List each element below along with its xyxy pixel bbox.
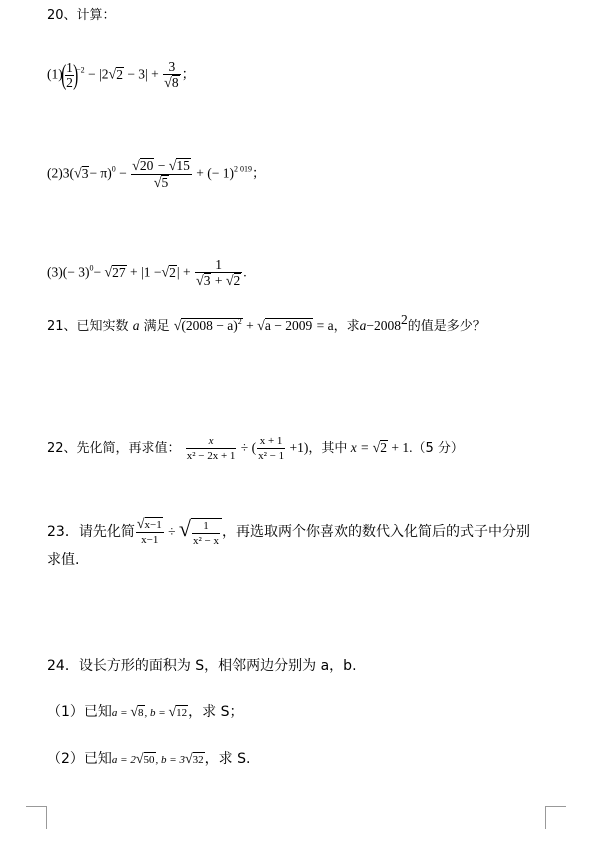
fraction-x-plus-1: $\frac{x + 1}{\text{x² − 1}}$ xyxy=(258,435,285,462)
q23-line2: 求值. xyxy=(47,552,80,568)
fraction-sqrt-x-1: $\frac{√x-1}{x-1}$ xyxy=(136,517,162,546)
fraction-x: $\frac{x}{\text{x² − 2x + 1}}$ xyxy=(186,435,236,462)
q24-part2: （2）已知a = 2√50, b = 3√32，求 S. xyxy=(47,751,251,767)
page-corner-mark-right xyxy=(545,806,566,829)
q22-question: 22、先化简，再求值： $\frac{x}{\text{x² − 2x + 1}}$ ÷ ( $\frac{x + 1}{\text{x² − 1}}$ +1)，其中 x = √2 + 1.（5 分） xyxy=(47,435,464,462)
q20-part1: (1)( $\frac{1}{2}$ )$^{-2}$ − |2√2 − 3| + $\frac{3}{√8}$ ； xyxy=(47,59,196,91)
q21-question: 21、已知实数 a 满足 $√(2008 - a)^2 + √a - 2009 = a$，求$a-2008^2$的值是多少？ xyxy=(47,312,486,334)
q24-part1: （1）已知a = √8, b = √12，求 S； xyxy=(47,704,244,720)
q20-title: 20、计算： xyxy=(47,8,116,23)
fraction-half: $\frac{1}{2}$ xyxy=(66,60,73,90)
q24-title: 24．设长方形的面积为 S，相邻两边分别为 a，b. xyxy=(47,658,357,674)
fraction-1-over-sum: $\frac{1}{√3 + √2}$ xyxy=(196,257,241,289)
page-corner-mark-left xyxy=(26,806,47,829)
q20-part3: $(3)(- 3)^0- √27 + |1 -√2|$ + $\frac{1}{√3 + √2}$ . xyxy=(47,257,247,289)
q23-question: 23．请先化简 $\frac{√x-1}{x-1}$ ÷ √ $\frac{1}{\text{x² − x}}$ ，再选取两个你喜欢的数代入化简后的式子中分别 xyxy=(47,516,530,547)
fraction-roots: $\frac{√20 - √15}{√5}$ xyxy=(132,158,190,191)
fraction-3-over-root8: $\frac{3}{√8}$ xyxy=(164,59,179,91)
q20-part2: $(2)3(√3- \pi)^0$ − $\frac{√20 - √15}{√5}$ + (− 1)$^{2 019}$； xyxy=(47,158,266,191)
